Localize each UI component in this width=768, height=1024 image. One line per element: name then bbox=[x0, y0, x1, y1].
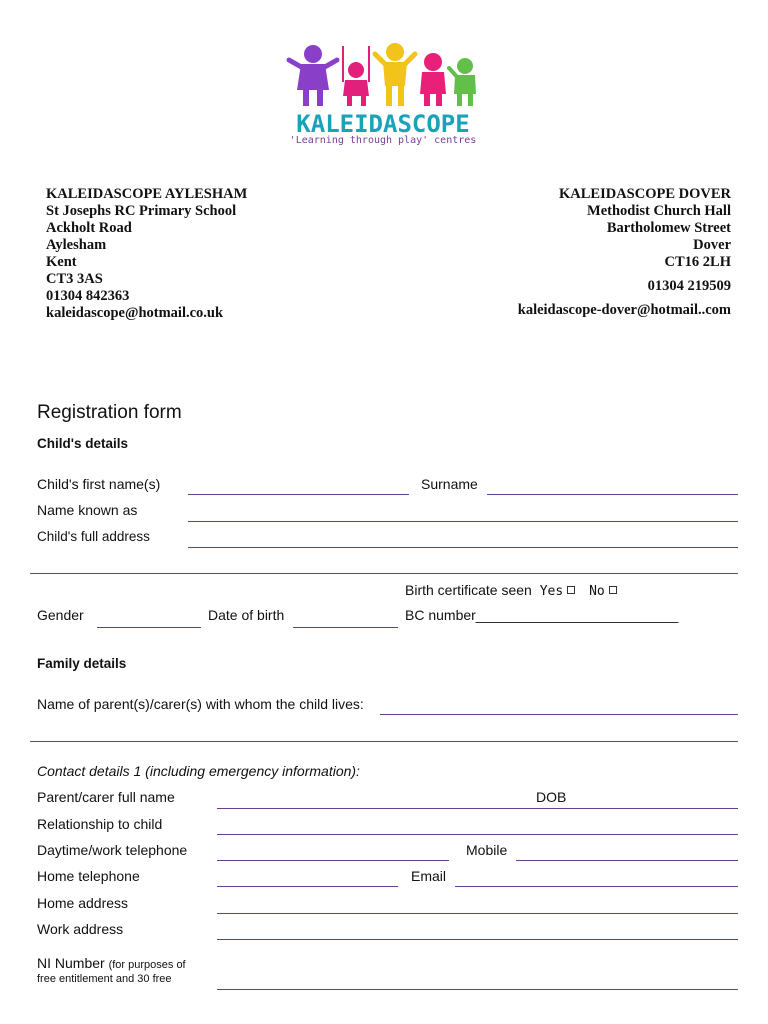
yes-option-label: Yes bbox=[539, 584, 564, 599]
known-as-field[interactable] bbox=[188, 521, 738, 522]
first-name-label: Child's first name(s) bbox=[37, 476, 161, 492]
parent-full-name-field[interactable] bbox=[217, 808, 738, 809]
aylesham-line: Aylesham bbox=[46, 237, 107, 253]
birth-certificate-row bbox=[405, 582, 617, 599]
email-field[interactable] bbox=[455, 886, 738, 887]
aylesham-address bbox=[46, 186, 247, 322]
dob-field[interactable] bbox=[293, 627, 398, 628]
full-address-label: Child's full address bbox=[37, 529, 150, 544]
dover-phone: 01304 219509 bbox=[647, 278, 731, 294]
dover-line: Dover bbox=[693, 237, 731, 253]
daytime-phone-label: Daytime/work telephone bbox=[37, 842, 188, 858]
full-address-field[interactable] bbox=[188, 547, 738, 548]
gender-label: Gender bbox=[37, 607, 84, 623]
home-phone-field[interactable] bbox=[217, 886, 398, 887]
gender-field[interactable] bbox=[97, 627, 201, 628]
mobile-label: Mobile bbox=[466, 842, 508, 858]
mobile-field[interactable] bbox=[516, 860, 738, 861]
email-label: Email bbox=[411, 868, 447, 884]
aylesham-line: St Josephs RC Primary School bbox=[46, 203, 237, 219]
work-address-label: Work address bbox=[37, 921, 124, 937]
aylesham-line: CT3 3AS bbox=[46, 271, 103, 287]
relationship-field[interactable] bbox=[217, 834, 738, 835]
family-details-heading: Family details bbox=[37, 656, 127, 671]
home-address-label: Home address bbox=[37, 895, 129, 911]
daytime-phone-field[interactable] bbox=[217, 860, 449, 861]
ni-number-label-group bbox=[37, 955, 186, 973]
logo-tagline: 'Learning through play' centres bbox=[289, 135, 477, 146]
surname-field[interactable] bbox=[487, 494, 738, 495]
aylesham-line: Ackholt Road bbox=[46, 220, 132, 236]
parents-name-field-2[interactable] bbox=[30, 741, 738, 742]
home-address-field[interactable] bbox=[217, 913, 738, 914]
children-illustration bbox=[283, 40, 483, 112]
birth-certificate-label: Birth certificate seen bbox=[405, 582, 532, 598]
full-address-field-2[interactable] bbox=[30, 573, 738, 574]
child-details-heading: Child's details bbox=[37, 436, 128, 451]
ni-number-field[interactable] bbox=[217, 989, 738, 990]
dover-email: kaleidascope-dover@hotmail..com bbox=[517, 302, 731, 318]
aylesham-email: kaleidascope@hotmail.co.uk bbox=[46, 305, 224, 321]
dover-line: CT16 2LH bbox=[664, 254, 731, 270]
parents-name-field[interactable] bbox=[380, 714, 738, 715]
aylesham-line: KALEIDASCOPE AYLESHAM bbox=[46, 186, 248, 202]
logo bbox=[283, 40, 483, 148]
logo-wordmark: KALEIDASCOPE bbox=[296, 110, 470, 138]
parent-full-name-label: Parent/carer full name bbox=[37, 789, 175, 805]
ni-number-note-2: free entitlement and 30 free bbox=[37, 973, 172, 985]
aylesham-line: Kent bbox=[46, 254, 77, 270]
parents-name-label: Name of parent(s)/carer(s) with whom the child lives: bbox=[37, 696, 364, 712]
dover-line: Methodist Church Hall bbox=[587, 203, 731, 219]
form-title: Registration form bbox=[37, 402, 182, 423]
aylesham-phone: 01304 842363 bbox=[46, 288, 130, 304]
work-address-field[interactable] bbox=[217, 939, 738, 940]
known-as-label: Name known as bbox=[37, 502, 138, 518]
first-name-field[interactable] bbox=[188, 494, 409, 495]
no-checkbox[interactable] bbox=[609, 586, 617, 594]
surname-label: Surname bbox=[421, 476, 478, 492]
ni-number-note: (for purposes of bbox=[108, 959, 186, 971]
relationship-label: Relationship to child bbox=[37, 816, 163, 832]
no-option-label: No bbox=[589, 584, 605, 599]
dover-address bbox=[411, 186, 731, 319]
yes-checkbox[interactable] bbox=[567, 586, 575, 594]
bc-number-label[interactable]: BC number__________________________ bbox=[405, 607, 679, 623]
dob-label: Date of birth bbox=[208, 607, 285, 623]
contact-details-heading: Contact details 1 (including emergency information): bbox=[37, 763, 360, 779]
home-phone-label: Home telephone bbox=[37, 868, 140, 884]
contact-dob-label: DOB bbox=[536, 789, 567, 805]
dover-line: KALEIDASCOPE DOVER bbox=[558, 186, 731, 202]
dover-line: Bartholomew Street bbox=[606, 220, 731, 236]
ni-number-label: NI Number bbox=[37, 955, 105, 971]
